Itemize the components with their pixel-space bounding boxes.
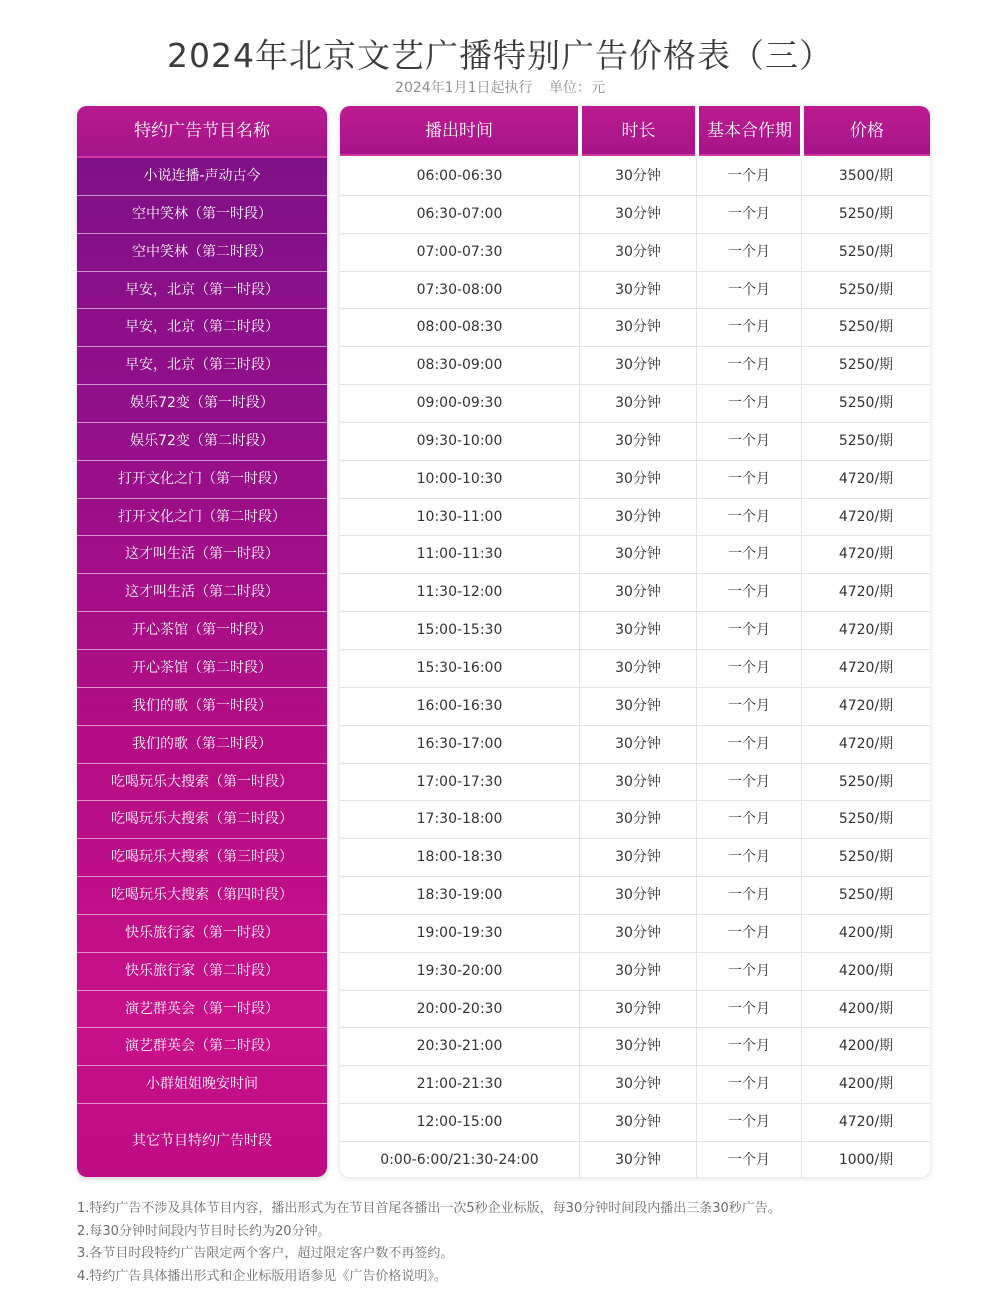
- cell-duration: 30分钟: [615, 395, 661, 412]
- cell-price: 4720/期: [838, 470, 894, 487]
- cell-price: 4720/期: [838, 1114, 894, 1131]
- table-row: [340, 423, 930, 461]
- cell-period: 一个月: [728, 1151, 770, 1168]
- note-item: 3.各节目时段特约广告限定两个客户，超过限定客户数不再签约。: [77, 1246, 454, 1261]
- cell-price: 4200/期: [838, 924, 894, 941]
- cell-period: 一个月: [728, 205, 770, 222]
- table-row: [340, 650, 930, 688]
- program-name: 演艺群英会（第一时段）: [77, 991, 327, 1029]
- table-row: [340, 272, 930, 310]
- program-name: 早安，北京（第三时段）: [77, 347, 327, 385]
- cell-duration: 30分钟: [615, 1038, 661, 1055]
- cell-price: 5250/期: [838, 887, 894, 904]
- cell-time: 06:30-07:00: [416, 205, 503, 222]
- cell-duration: 30分钟: [615, 319, 661, 336]
- cell-time: 0:00-6:00/21:30-24:00: [380, 1151, 539, 1168]
- cell-time: 16:30-17:00: [416, 735, 503, 752]
- cell-time: 18:00-18:30: [416, 849, 503, 866]
- cell-time: 17:00-17:30: [416, 773, 503, 790]
- table-row: [340, 196, 930, 234]
- cell-period: 一个月: [728, 168, 770, 184]
- program-name: 娱乐72变（第一时段）: [77, 385, 327, 423]
- cell-period: 一个月: [728, 1114, 770, 1131]
- cell-duration: 30分钟: [615, 1151, 661, 1168]
- cell-period: 一个月: [728, 508, 770, 525]
- program-name: 我们的歌（第二时段）: [77, 726, 327, 764]
- cell-price: 5250/期: [838, 205, 894, 222]
- cell-period: 一个月: [728, 622, 770, 639]
- table-row: [340, 953, 930, 991]
- cell-time: 19:30-20:00: [416, 962, 503, 979]
- program-name: 吃喝玩乐大搜索（第三时段）: [77, 839, 327, 877]
- table-body: [340, 158, 930, 1177]
- cell-time: 20:30-21:00: [416, 1038, 503, 1055]
- cell-duration: 30分钟: [615, 357, 661, 374]
- table-row: [340, 801, 930, 839]
- cell-duration: 30分钟: [615, 849, 661, 866]
- cell-duration: 30分钟: [615, 546, 661, 563]
- cell-period: 一个月: [728, 1000, 770, 1017]
- cell-duration: 30分钟: [615, 735, 661, 752]
- cell-period: 一个月: [728, 584, 770, 601]
- table-row: [340, 1066, 930, 1104]
- program-name: 娱乐72变（第二时段）: [77, 423, 327, 461]
- table-row: [340, 1028, 930, 1066]
- table-row: [340, 915, 930, 953]
- cell-duration: 30分钟: [615, 1076, 661, 1093]
- cell-duration: 30分钟: [615, 168, 661, 184]
- cell-price: 5250/期: [838, 357, 894, 374]
- cell-period: 一个月: [728, 697, 770, 714]
- cell-duration: 30分钟: [615, 887, 661, 904]
- cell-price: 5250/期: [838, 395, 894, 412]
- program-name: 快乐旅行家（第二时段）: [77, 953, 327, 991]
- program-name: 开心茶馆（第二时段）: [77, 650, 327, 688]
- cell-time: 07:30-08:00: [416, 281, 503, 298]
- program-name: 早安，北京（第二时段）: [77, 309, 327, 347]
- program-name: 演艺群英会（第二时段）: [77, 1028, 327, 1066]
- table-row: [340, 1104, 930, 1142]
- program-name: 吃喝玩乐大搜索（第二时段）: [77, 801, 327, 839]
- cell-duration: 30分钟: [615, 205, 661, 222]
- table-row: [340, 1142, 930, 1177]
- cell-time: 07:00-07:30: [416, 243, 503, 260]
- cell-time: 08:30-09:00: [416, 357, 503, 374]
- cell-period: 一个月: [728, 546, 770, 563]
- cell-price: 3500/期: [838, 168, 894, 184]
- program-name: 其它节目特约广告时段: [132, 1133, 272, 1150]
- table-row: [340, 461, 930, 499]
- header-time: 播出时间: [340, 106, 578, 156]
- note-item: 2.每30分钟时间段内节目时长约为20分钟。: [77, 1223, 331, 1239]
- table-row: [340, 309, 930, 347]
- cell-time: 12:00-15:00: [416, 1114, 503, 1131]
- table-row: [340, 234, 930, 272]
- cell-price: 1000/期: [838, 1151, 894, 1168]
- table-row: [340, 877, 930, 915]
- effective-date: 2024年1月1日起执行: [395, 80, 533, 96]
- cell-price: 4720/期: [838, 622, 894, 639]
- table-row: [340, 612, 930, 650]
- cell-period: 一个月: [728, 357, 770, 374]
- cell-duration: 30分钟: [615, 773, 661, 790]
- cell-time: 15:30-16:00: [416, 659, 503, 676]
- cell-time: 11:00-11:30: [416, 546, 503, 563]
- cell-time: 09:00-09:30: [416, 395, 503, 412]
- cell-duration: 30分钟: [615, 243, 661, 260]
- cell-price: 4720/期: [838, 546, 894, 563]
- cell-period: 一个月: [728, 470, 770, 487]
- table-header: [340, 106, 930, 156]
- cell-duration: 30分钟: [615, 508, 661, 525]
- cell-time: 21:00-21:30: [416, 1076, 503, 1093]
- cell-duration: 30分钟: [615, 924, 661, 941]
- cell-duration: 30分钟: [615, 697, 661, 714]
- cell-price: 5250/期: [838, 281, 894, 298]
- table-row: [340, 385, 930, 423]
- cell-duration: 30分钟: [615, 962, 661, 979]
- program-name: 吃喝玩乐大搜索（第四时段）: [77, 877, 327, 915]
- cell-time: 19:00-19:30: [416, 924, 503, 941]
- program-column: [77, 106, 327, 1177]
- cell-period: 一个月: [728, 735, 770, 752]
- cell-period: 一个月: [728, 887, 770, 904]
- program-name: 打开文化之门（第一时段）: [77, 461, 327, 499]
- header-period: 基本合作期: [699, 106, 800, 156]
- cell-period: 一个月: [728, 849, 770, 866]
- program-name: 这才叫生活（第一时段）: [77, 536, 327, 574]
- cell-period: 一个月: [728, 319, 770, 336]
- cell-duration: 30分钟: [615, 1114, 661, 1131]
- program-name: 打开文化之门（第二时段）: [77, 499, 327, 537]
- cell-price: 5250/期: [838, 811, 894, 828]
- cell-price: 5250/期: [838, 773, 894, 790]
- table-row: [340, 499, 930, 537]
- program-list: [77, 158, 327, 1177]
- cell-price: 4720/期: [838, 735, 894, 752]
- cell-price: 4720/期: [838, 584, 894, 601]
- header-price: 价格: [804, 106, 930, 156]
- program-name: 吃喝玩乐大搜索（第一时段）: [77, 764, 327, 802]
- table-row: [340, 158, 930, 196]
- cell-duration: 30分钟: [615, 432, 661, 449]
- cell-price: 4720/期: [838, 659, 894, 676]
- cell-duration: 30分钟: [615, 470, 661, 487]
- table-row: [340, 688, 930, 726]
- cell-time: 20:00-20:30: [416, 1000, 503, 1017]
- program-name: 我们的歌（第一时段）: [77, 688, 327, 726]
- program-name: 快乐旅行家（第一时段）: [77, 915, 327, 953]
- cell-price: 4200/期: [838, 1076, 894, 1093]
- program-header: 特约广告节目名称: [77, 106, 327, 158]
- cell-period: 一个月: [728, 1076, 770, 1093]
- cell-time: 17:30-18:00: [416, 811, 503, 828]
- cell-price: 5250/期: [838, 319, 894, 336]
- header-duration: 时长: [582, 106, 695, 156]
- cell-duration: 30分钟: [615, 811, 661, 828]
- table-row: [340, 536, 930, 574]
- program-name: 空中笑林（第一时段）: [77, 196, 327, 234]
- table-row: [340, 726, 930, 764]
- notes: [77, 1198, 957, 1288]
- program-name: 小群姐姐晚安时间: [77, 1066, 327, 1104]
- cell-duration: 30分钟: [615, 281, 661, 298]
- cell-period: 一个月: [728, 395, 770, 412]
- schedule-table: [340, 106, 930, 1177]
- program-name: 这才叫生活（第二时段）: [77, 574, 327, 612]
- cell-price: 4200/期: [838, 962, 894, 979]
- table-row: [340, 347, 930, 385]
- cell-price: 4200/期: [838, 1038, 894, 1055]
- cell-period: 一个月: [728, 811, 770, 828]
- cell-period: 一个月: [728, 924, 770, 941]
- currency-unit: 单位：元: [548, 80, 605, 96]
- cell-period: 一个月: [728, 243, 770, 260]
- note-item: 4.特约广告具体播出形式和企业标版用语参见《广告价格说明》。: [77, 1268, 447, 1284]
- cell-price: 5250/期: [838, 849, 894, 866]
- table-row: [340, 574, 930, 612]
- table-row: [340, 839, 930, 877]
- cell-time: 10:00-10:30: [416, 470, 503, 487]
- page-subtitle: [0, 77, 1000, 97]
- cell-price: 4720/期: [838, 697, 894, 714]
- table-row: [340, 991, 930, 1029]
- cell-price: 4720/期: [838, 508, 894, 525]
- cell-time: 11:30-12:00: [416, 584, 503, 601]
- cell-period: 一个月: [728, 773, 770, 790]
- cell-time: 10:30-11:00: [416, 508, 503, 525]
- cell-price: 5250/期: [838, 432, 894, 449]
- cell-price: 4200/期: [838, 1000, 894, 1017]
- table-row: [340, 764, 930, 802]
- cell-period: 一个月: [728, 962, 770, 979]
- cell-price: 5250/期: [838, 243, 894, 260]
- cell-duration: 30分钟: [615, 584, 661, 601]
- cell-period: 一个月: [728, 1038, 770, 1055]
- program-name: 开心茶馆（第一时段）: [77, 612, 327, 650]
- cell-duration: 30分钟: [615, 1000, 661, 1017]
- page-title: 2024年北京文艺广播特别广告价格表（三）: [167, 36, 833, 75]
- cell-duration: 30分钟: [615, 622, 661, 639]
- program-name: 早安，北京（第一时段）: [77, 272, 327, 310]
- cell-period: 一个月: [728, 432, 770, 449]
- cell-time: 08:00-08:30: [416, 319, 503, 336]
- cell-period: 一个月: [728, 281, 770, 298]
- program-name: 空中笑林（第二时段）: [77, 234, 327, 272]
- cell-time: 09:30-10:00: [416, 432, 503, 449]
- cell-time: 06:00-06:30: [416, 168, 503, 184]
- note-item: 1.特约广告不涉及具体节目内容，播出形式为在节目首尾各播出一次5秒企业标版，每30分钟时间段内播出三条30秒广告。: [77, 1201, 781, 1216]
- cell-time: 18:30-19:00: [416, 887, 503, 904]
- cell-time: 16:00-16:30: [416, 697, 503, 714]
- program-name: 小说连播-声动古今: [77, 158, 327, 196]
- cell-time: 15:00-15:30: [416, 622, 503, 639]
- cell-period: 一个月: [728, 659, 770, 676]
- cell-duration: 30分钟: [615, 659, 661, 676]
